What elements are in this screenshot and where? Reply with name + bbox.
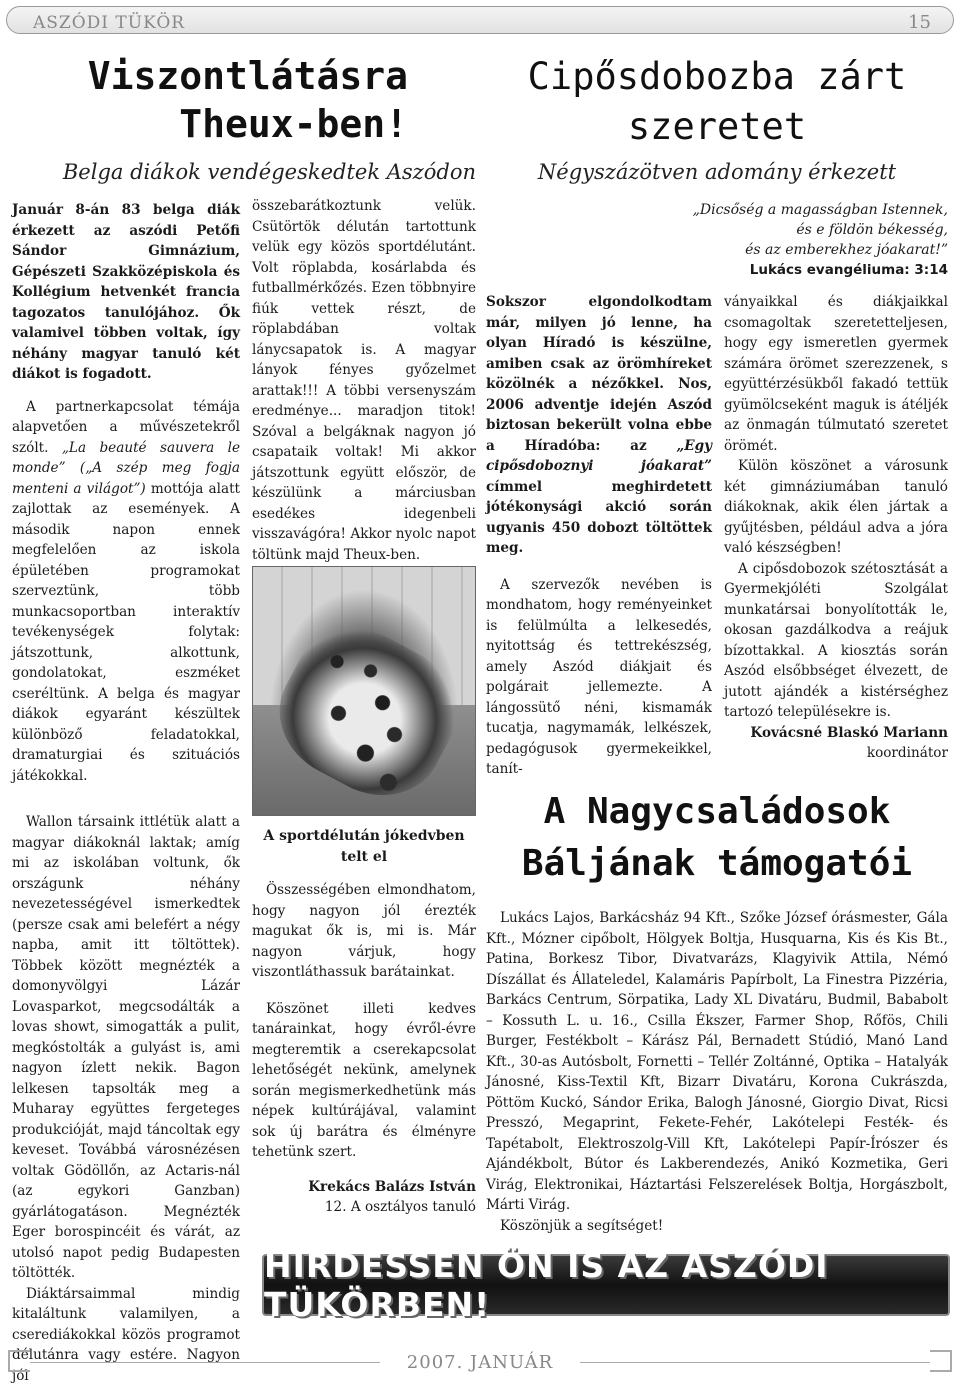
right-article-column-1 [486,292,712,780]
publication-title: ASZÓDI TÜKÖR [33,13,186,33]
article-paragraph: A partnerkapcsolat témája alapvetően a művészetekről szólt. „La beauté sauvera le monde” („A szép meg fogja menteni a világot”) mottója alatt zajlottak az események. A második napon ennek megfelelően az iskola épületében programokat szerveztünk, több munkacsoportban interaktív tevékenységek folytak: játszottunk, alkottunk, gondolatokat, eszméket cseréltünk. A belga és magyar diákok egyaránt készültek különböző feladatokkal, dramaturgiai és szituációs játékokkal. [12,398,241,784]
sponsors-list: Lukács Lajos, Barkácsház 94 Kft., Szőke József órásmester, Gála Kft., Mózner cipőbolt, Hölgyek Boltja, Husquarna, Kis és Kis Bt., Patina, Borkesz Tibor, Divatvarázs, Klagyivik Attila, Némó Díszállat és Állateledel, Kalamáris Papírbolt, La Finestra Pizzéria, Barkács Centrum, Sörpatika, Lady XL Divatáru, Budmil, Bababolt – Kossuth L. u. 16., Csilla Ékszer, Farmer Shop, Rőfös, Chili Burger, Festékbolt – Kárász Pál, Bernadett Stúdió, Manó Land Kft., 30-as Autósbolt, Fornetti – Tellér Zoltánné, Optika – Hatalyák Jánosné, Kiss-Textil Kft, Bizarr Divatáru, Korona Cukrászda, Pöttöm Kuckó, Sándor Erika, Balogh Jánosné, Giorgio Divat, Ricsi Presszó, Megaprint, Fekete-Fehér, Lakótelepi Festék- és Tapétabolt, Elektroszolg-Vill Kft, Lakótelepi Papír-Írószer és Ajándékbolt, Bútor és Lakberendezés, Anikó Kozmetika, Geri Virág, Elektronikai, Háztartási Felszerelések Boltja, Horgászbolt, Márti Virág. Köszönjük a segítséget! [486,908,948,1236]
article-paragraph: Összességében elmondhatom, hogy nagyon jól érezték magukat ők is, mi is. Már nagyon várjuk, hogy viszontláthassuk barátainkat. [252,882,476,980]
article-paragraph: A szervezők nevében is mondhatom, hogy reményeinket is felülmúlta a lelkesedés, nyitottság és tettrekészség, amely Aszód diákjait és polgárait jellemezte. A lángossütő néni, kismamák tucatja, nagymamák, lelkészek, pedagógusok gyermekeikkel, tanít- [486,576,712,777]
quote-source: Lukács evangéliuma: 3:14 [749,262,948,278]
article-lead: Sokszor elgondolkodtam már, milyen jó lenne, ha olyan Híradó is készülne, amiben csak az örömhíreket közölnék a nézőkkel. Nos, 2006 adventje idején Aszód biztosan bekerült volna ebbe a Híradóba: az „Egy cipősdoboznyi jóakarat” címmel meghirdetett jótékonysági akció során ugyanis 450 dobozt töltöttek meg. [486,294,712,556]
article-title-left: Viszontlátásra Theux-ben! [87,54,408,146]
sponsors-title: A Nagycsaládosok Báljának támogatói [521,791,913,884]
issue-date: 2007. JANUÁR [380,1352,580,1373]
page-number: 15 [908,12,931,33]
left-article-column-1 [12,200,240,1384]
left-article-column-2-bottom [252,880,476,1218]
article-subtitle-right: Négyszázötven adomány érkezett [537,160,897,184]
article-paragraph: összebarátkoztunk velük. Csütörtök délután tartottunk velük egy közös sportdélutánt. Volt röplabda, kosárlabda és futballmérkőzés. Ezen többnyire fiúk vettek részt, de röplabdában voltak lánycsapatok is. A magyar lányok fényes győzelmet arattak!!! A többi versenyszám eredménye... maradjon titok! Szóval a belgáknak nagyon jó csapataik voltak! Mi akkor játszottunk együtt először, de készülünk a márciusban esedékes idegenbeli visszavágóra! Akkor nyolc napot töltünk majd Theux-ben. [252,198,477,563]
bible-quote: „Dicsőség a magasságban Istennek, és e földön békesség, és az emberekhez jóakarat!” [692,202,948,258]
article-paragraph: Diáktársaimmal mindig kitaláltunk valamilyen, a cserediákokkal közös programot délutánra vagy estére. Nagyon jól [12,1285,240,1384]
article-paragraph: Köszönet illeti kedves tanárainkat, hogy évről-évre megteremtik a cserekapcsolat lehetőségét nekünk, amelynek során megismerkedhetünk más népek kultúrájával, valamint sok új barátra és élményre tehetünk szert. [252,1000,476,1160]
article-paragraph: A cipősdobozok szétosztását a Gyermekjóléti Szolgálat munkatársai bonyolították le, okosan gazdálkodva a reájuk bízottakkal. A kiosztás során Aszód elsőbbséget élvezett, de jutott ajándék a kistérséghez tartozó településekre is. [724,560,948,720]
right-article-column-2 [724,292,948,764]
left-article-column-2 [252,196,476,565]
author-role: 12. A osztályos tanuló [324,1199,476,1215]
article-title-right: Cipősdobozba zárt szeretet [527,55,907,148]
author-name: Krekács Balázs István [308,1178,476,1195]
article-subtitle-left: Belga diákok vendégeskedtek Aszódon [62,160,476,184]
footer-ornament-right [930,1350,952,1372]
photo-caption: A sportdélután jókedvben telt el [263,828,465,865]
article-paragraph: ványaikkal és diákjaikkal csomagoltak szeretetteljesen, hogy egy ismeretlen gyermek számára örömet szerezzenek, s együttérzésükből fakadó tettük gyümölcseként maguk is átéljék az önmagán túlmutató szeretet örömét. [724,294,948,454]
sponsors-thanks: Köszönjük a segítséget! [500,1217,664,1234]
article-paragraph: Külön köszönet a városunk két gimnáziumában tanuló diákoknak, akik élen jártak a gyűjtésben, például adva a jóra való készségben! [724,458,948,556]
advertise-banner: HIRDESSEN ÖN IS AZ ASZÓDI TÜKÖRBEN! [262,1254,950,1316]
article-paragraph: Wallon társaink ittlétük alatt a magyar diákoknál laktak; amíg mi az iskolában voltunk, ők országunk néhány nevezetességével ismerkedtek (persze csak ami belefért a négy napba, amit itt töltöttek). Többek között megnézték a domonyvölgyi Lázár Lovasparkot, megcsodálták a lovas showt, simogatták a pulit, megkóstolták a gulyást is, ami nagyon ízlett nekik. Bagon lelkesen tapsolták meg a Muharay együttes fergeteges produkcióját, majd táncoltak egy keveset. Továbbá városnézésen voltak Gödöllőn, az Actaris-nál (az egykori Ganzban) gyárlátogatáson. Megnézték Eger borospincéit és várát, az utolsó napot pedig Budapesten töltötték. [12,814,240,1281]
author-role: koordinátor [866,745,948,761]
sports-afternoon-photo [252,566,476,816]
article-lead: Január 8-án 83 belga diák érkezett az aszódi Petőfi Sándor Gimnázium, Gépészeti Szakközépiskola és Kollégium hetvenkét francia tagozatos tanulójához. Ők valamivel többen voltak, így néhány magyar tanuló két diákot is fogadott. [12,202,240,382]
author-name: Kovácsné Blaskó Mariann [750,724,948,741]
page-header [6,6,954,34]
footer-ornament-left [8,1350,30,1372]
